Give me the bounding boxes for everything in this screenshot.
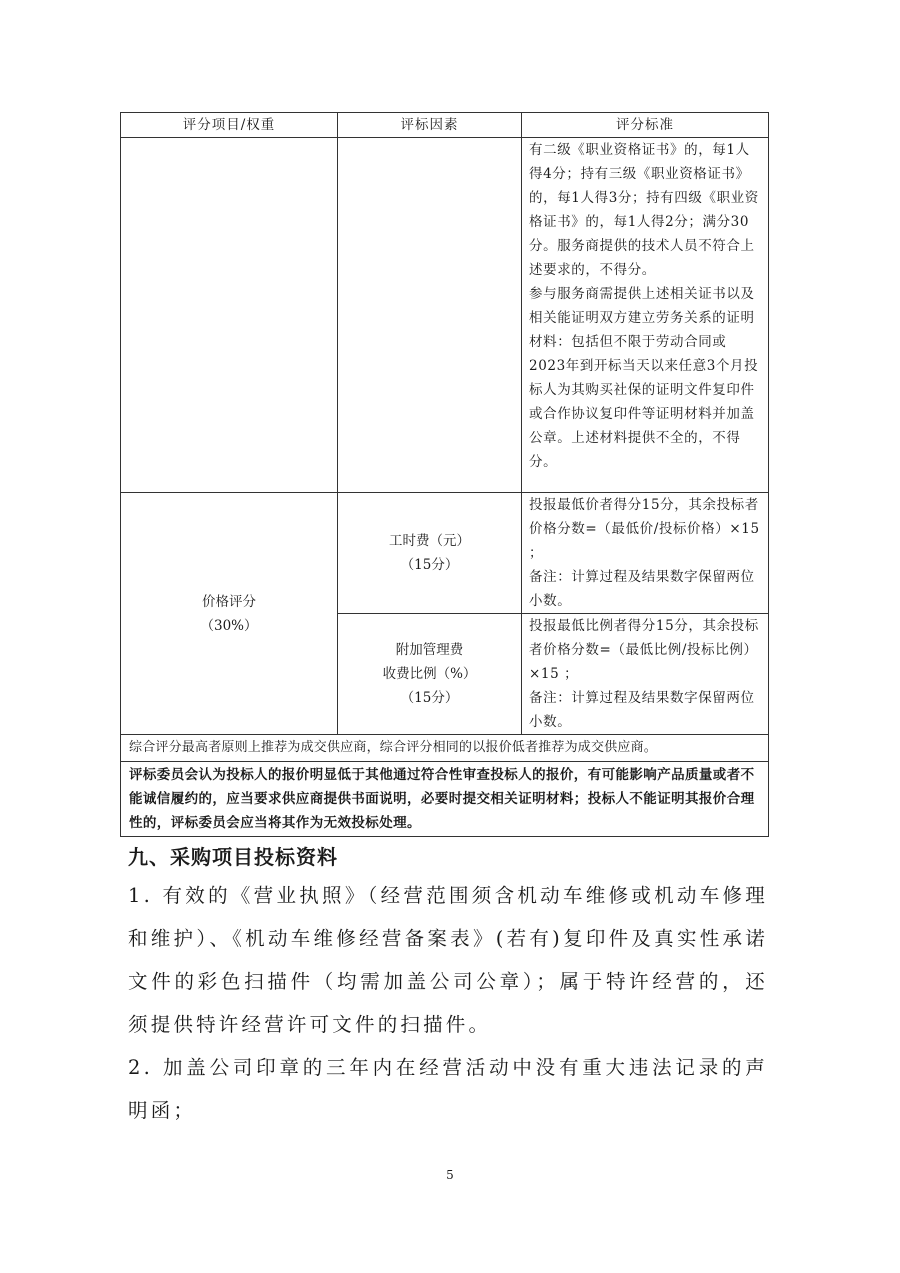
table-row xyxy=(121,735,769,762)
factor-name: 收费比例（%） xyxy=(382,666,477,682)
criteria-text: 备注：计算过程及结果数字保留两位小数。 xyxy=(529,690,755,730)
factor-cell xyxy=(338,614,522,735)
price-score-label: 价格评分 xyxy=(202,593,256,610)
table-header-row xyxy=(121,113,769,138)
recommendation-note: 综合评分最高者原则上推荐为成交供应商，综合评分相同的以报价低者推荐为成交供应商。 xyxy=(121,735,769,762)
criteria-cell xyxy=(522,138,769,493)
empty-cell xyxy=(338,138,522,493)
table-row xyxy=(121,493,769,614)
header-factor: 评标因素 xyxy=(338,113,522,138)
criteria-cell xyxy=(522,493,769,614)
table-row xyxy=(121,762,769,837)
criteria-text: 投报最低比例者得分15分，其余投标者价格分数=（最低比例/投标比例）×15 ； xyxy=(529,618,759,682)
list-item: 2. 加盖公司印章的三年内在经营活动中没有重大违法记录的声明函； xyxy=(128,1056,768,1122)
factor-cell xyxy=(338,493,522,614)
factor-name: 工时费（元） xyxy=(389,533,470,549)
price-score-cell xyxy=(121,493,338,735)
criteria-text: 备注：计算过程及结果数字保留两位小数。 xyxy=(529,569,755,609)
factor-points: （15分） xyxy=(400,690,459,706)
header-criteria: 评分标准 xyxy=(522,113,769,138)
factor-points: （15分） xyxy=(400,557,459,573)
low-price-note: 评标委员会认为投标人的报价明显低于其他通过符合性审查投标人的报价，有可能影响产品质量或者不能诚信履约的，应当要求供应商提供书面说明，必要时提交相关证明材料；投标人不能证明其报价合理性的，评标委员会应当将其作为无效投标处理。 xyxy=(121,762,769,837)
criteria-text: 参与服务商需提供上述相关证书以及相关能证明双方建立劳务关系的证明材料：包括但不限于劳动合同或2023年到开标当天以来任意3个月投标人为其购买社保的证明文件复印件或合作协议复印件等证明材料并加盖公章。上述材料提供不全的，不得分。 xyxy=(529,286,759,470)
header-item-weight: 评分项目/权重 xyxy=(121,113,338,138)
criteria-text: 有二级《职业资格证书》的，每1人得4分；持有三级《职业资格证书》的，每1人得3分；持有四级《职业资格证书》的，每1人得2分；满分30分。服务商提供的技术人员不符合上述要求的，不得分。 xyxy=(529,142,759,278)
page-number: 5 xyxy=(446,1168,454,1182)
table-row xyxy=(121,138,769,493)
list-item: 1. 有效的《营业执照》（经营范围须含机动车维修或机动车修理和维护）、《机动车维修经营备案表》(若有)复印件及真实性承诺文件的彩色扫描件（均需加盖公司公章）；属于特许经营的，还须提供特许经营许可文件的扫描件。 xyxy=(128,884,768,1036)
empty-cell xyxy=(121,138,338,493)
scoring-table xyxy=(120,112,769,837)
section-heading: 九、采购项目投标资料 xyxy=(128,845,338,869)
factor-name: 附加管理费 xyxy=(395,642,464,658)
criteria-cell xyxy=(522,614,769,735)
price-score-weight: （30%） xyxy=(200,617,258,634)
criteria-text: 投报最低价者得分15分，其余投标者价格分数=（最低价/投标价格）×15 ； xyxy=(529,497,760,561)
